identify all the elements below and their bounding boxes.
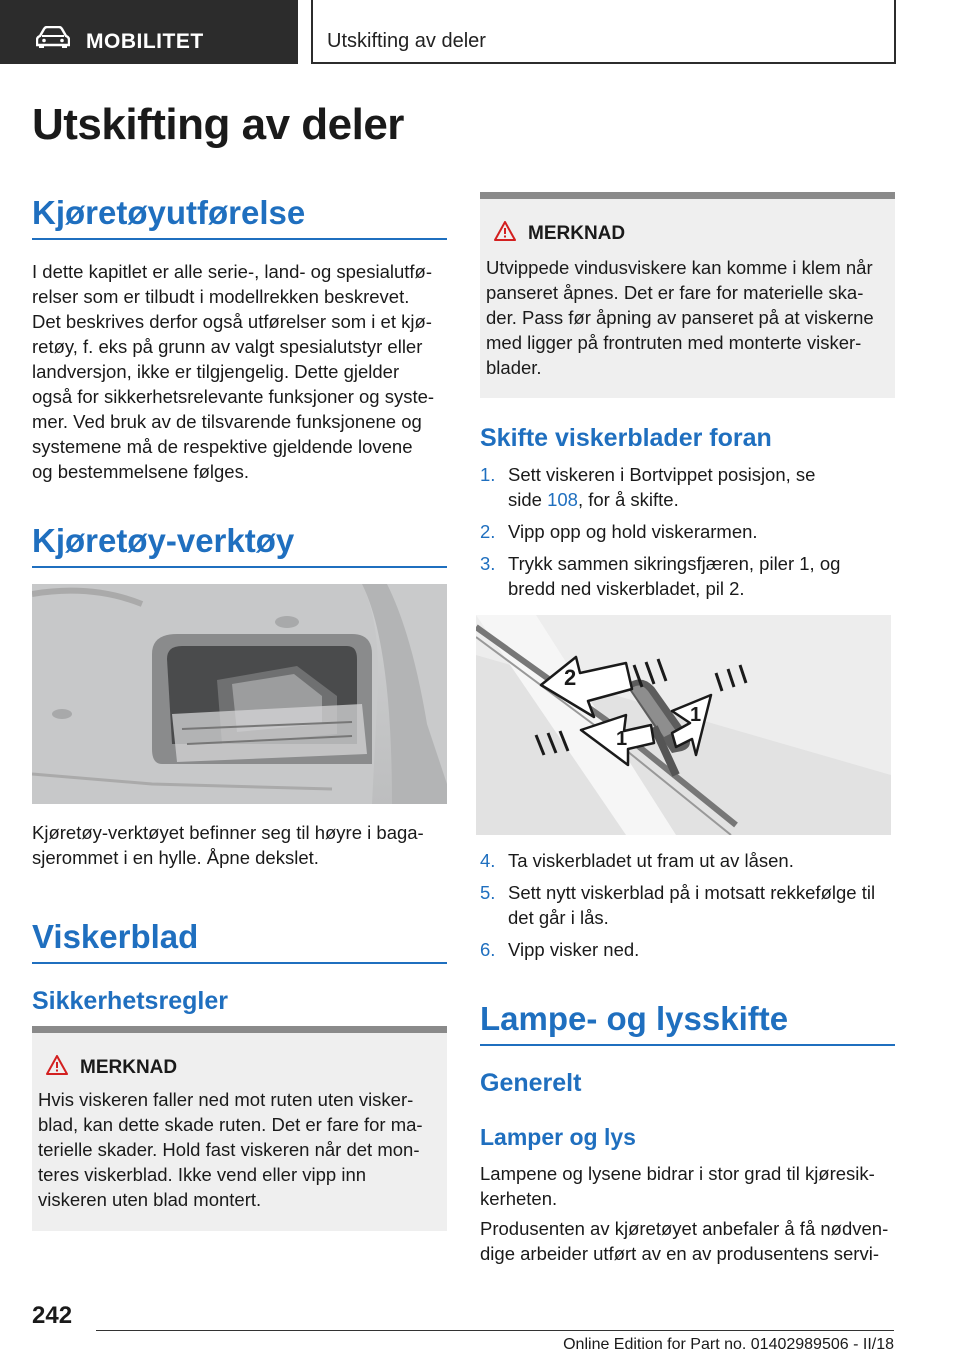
text-line: I dette kapitlet er alle serie-, land- og spesialutfø- (32, 261, 432, 282)
text-line: Produsenten av kjøretøyet anbefaler å få nødven- (480, 1218, 889, 1239)
text-line: retøy, f. eks på grunn av valgt spesialutstyr eller (32, 336, 423, 357)
text-line: relser som er tilbudt i modellrekken beskrevet. (32, 286, 410, 307)
step-line: , for å skifte. (577, 489, 679, 510)
text-line: dige arbeider utført av en av produsentens servi- (480, 1243, 879, 1264)
note-box-wiper-safety (32, 1026, 447, 1231)
text-line: blader. (486, 357, 542, 378)
text-line: viskeren uten blad montert. (38, 1189, 262, 1210)
footer-edition: Online Edition for Part no. 01402989506 - II/18 (563, 1336, 894, 1353)
heading-sikkerhetsregler: Sikkerhetsregler (32, 987, 228, 1015)
step-line: Sett viskeren i Bortvippet posisjon, se (508, 464, 816, 485)
step-text: Vipp opp og hold viskerarmen. (508, 521, 758, 542)
page-header (0, 0, 960, 66)
step-number: 5. (480, 882, 496, 903)
step-text: Ta viskerbladet ut fram ut av låsen. (508, 850, 794, 871)
list-item (480, 937, 895, 962)
step-line: Trykk sammen sikringsfjæren, piler 1, og (508, 553, 841, 574)
text-line: kerheten. (480, 1188, 558, 1209)
header-title: Utskifting av deler (327, 30, 486, 52)
section-label: MOBILITET (86, 30, 204, 53)
text-line: Hvis viskeren faller ned mot ruten uten visker- (38, 1089, 414, 1110)
page-title: Utskifting av deler (32, 100, 404, 149)
note-box-wiper-hood (480, 192, 895, 398)
paragraph-lamper (480, 1161, 895, 1211)
text-line: Lampene og lysene bidrar i stor grad til kjøresik- (480, 1163, 875, 1184)
step-text (508, 462, 815, 512)
text-line: landversjon, ikke er tilgjengelig. Dette gjelder (32, 361, 400, 382)
step-text (508, 551, 840, 601)
heading-kjoretoyutforelse: Kjøretøyutførelse (32, 194, 447, 240)
wiper-blade-image (476, 615, 891, 835)
heading-viskerblad: Viskerblad (32, 918, 447, 964)
section-tab[interactable] (0, 0, 298, 64)
heading-lampe-og-lysskifte: Lampe- og lysskifte (480, 1000, 895, 1046)
text-line: også for sikkerhetsrelevante funksjoner og syste- (32, 386, 435, 407)
steps-list-a (480, 462, 895, 608)
text-line: teres viskerblad. Ikke vend eller vipp inn (38, 1164, 367, 1185)
footer-divider (96, 1330, 894, 1331)
arrow-label-1-right: 1 (690, 704, 702, 726)
paragraph-kjoretoyutforelse (32, 259, 447, 484)
list-item (480, 880, 895, 930)
text-line: med ligger på frontruten med monterte visker- (486, 332, 862, 353)
step-line: Sett nytt viskerblad på i motsatt rekkefølge til (508, 882, 876, 903)
step-line: side (508, 489, 548, 510)
page-number: 242 (32, 1302, 73, 1329)
warning-icon (494, 221, 516, 241)
note-text (486, 255, 874, 380)
step-line: det går i lås. (508, 907, 609, 928)
step-text: Vipp visker ned. (508, 939, 640, 960)
header-title-box (311, 0, 896, 64)
list-item (480, 462, 895, 512)
text-line: Utvippede vindusviskere kan komme i klem når (486, 257, 873, 278)
paragraph-verktoy (32, 820, 447, 870)
arrow-label-2: 2 (564, 665, 577, 690)
text-line: panseret åpnes. Det er fare for materielle ska- (486, 282, 864, 303)
step-number: 2. (480, 521, 496, 542)
heading-skifte-viskerblader: Skifte viskerblader foran (480, 424, 772, 452)
text-line: der. Pass før åpning av panseret på at viskerne (486, 307, 874, 328)
note-text (38, 1087, 423, 1212)
list-item (480, 519, 895, 544)
step-line: bredd ned viskerbladet, pil 2. (508, 578, 745, 599)
note-heading: MERKNAD (80, 1057, 178, 1078)
page-reference-link[interactable]: 108 (547, 489, 578, 510)
list-item (480, 551, 895, 601)
step-text (508, 880, 875, 930)
text-line: og bestemmelsene følges. (32, 461, 249, 482)
steps-list-b (480, 848, 895, 969)
text-line: systemene må de respektive gjeldende lovene (32, 436, 413, 457)
step-number: 6. (480, 939, 496, 960)
car-icon (36, 26, 70, 48)
trunk-tool-image (32, 584, 447, 804)
text-line: terielle skader. Hold fast viskeren når det mon- (38, 1139, 420, 1160)
heading-lamper-og-lys: Lamper og lys (480, 1124, 636, 1150)
note-heading: MERKNAD (528, 223, 626, 244)
warning-icon (46, 1055, 68, 1075)
arrow-label-1-left: 1 (616, 728, 628, 750)
paragraph-produsent (480, 1216, 895, 1266)
step-number: 1. (480, 464, 496, 485)
step-number: 4. (480, 850, 496, 871)
text-line: Det beskrives derfor også utførelser som i et kjø- (32, 311, 432, 332)
list-item (480, 848, 895, 873)
text-line: Kjøretøy-verktøyet befinner seg til høyre i baga- (32, 822, 424, 843)
heading-verktoy: Kjøretøy-verktøy (32, 522, 447, 568)
heading-generelt: Generelt (480, 1069, 582, 1097)
text-line: mer. Ved bruk av de tilsvarende funksjonene og (32, 411, 422, 432)
text-line: blad, kan dette skade ruten. Det er fare for ma- (38, 1114, 423, 1135)
step-number: 3. (480, 553, 496, 574)
text-line: sjerommet i en hylle. Åpne dekslet. (32, 847, 319, 868)
